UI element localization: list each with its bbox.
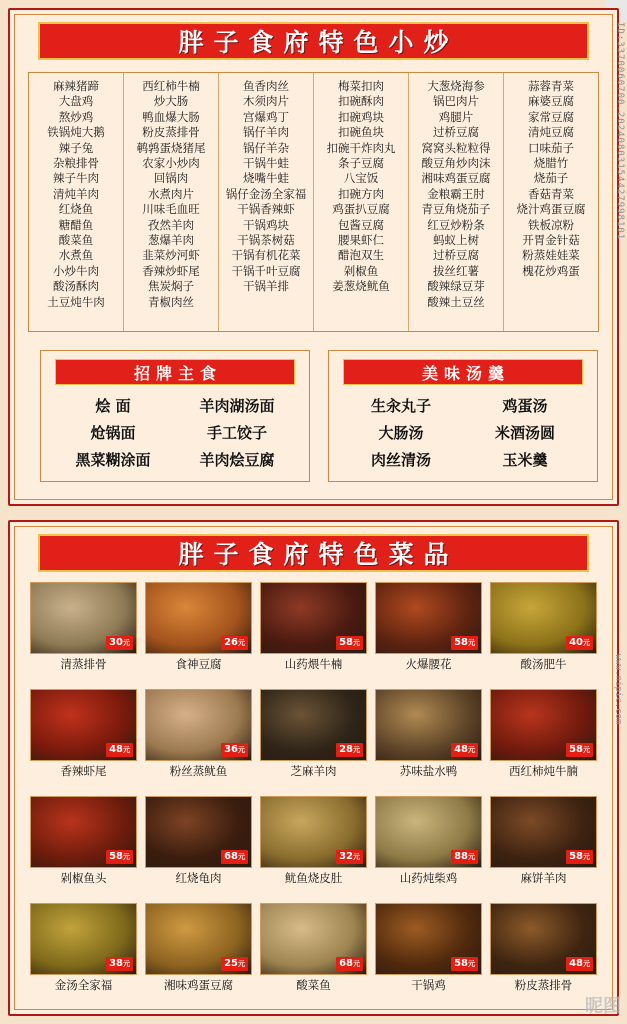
dish-name: 香辣炒虾尾 <box>142 263 200 278</box>
dish-name: 酸豆角炒肉沫 <box>421 156 491 171</box>
dish-photo <box>490 796 597 868</box>
soup-box <box>328 350 598 482</box>
dish-name: 木须肉片 <box>243 94 289 109</box>
soup-item: 大肠汤 <box>378 424 424 442</box>
dish-caption: 湘味鸡蛋豆腐 <box>164 978 233 992</box>
dish-card <box>143 901 254 1004</box>
dish-name: 粉蒸娃娃菜 <box>522 248 580 263</box>
dish-name: 酸菜鱼 <box>58 233 94 248</box>
dish-card <box>373 901 484 1004</box>
dish-photo <box>145 582 252 654</box>
dish-price: 58元 <box>566 850 593 864</box>
dish-name: 八宝饭 <box>343 171 379 186</box>
dish-photo <box>145 903 252 975</box>
watermark-id: ID:3370060700.20240803154427998101 <box>615 22 625 241</box>
dish-name: 干锅千叶豆腐 <box>231 263 301 278</box>
dish-photo <box>375 903 482 975</box>
dish-price: 40元 <box>566 636 593 650</box>
dish-photo <box>30 582 137 654</box>
dish-name: 葱爆羊肉 <box>148 233 194 248</box>
dish-card <box>143 580 254 683</box>
dish-card <box>488 580 599 683</box>
dish-name: 鸡腿片 <box>438 109 474 124</box>
dish-name: 烧汁鸡蛋豆腐 <box>516 202 586 217</box>
dish-name: 川味毛血旺 <box>142 202 200 217</box>
dish-caption: 西红柿炖牛腩 <box>509 764 578 778</box>
soup-item: 米酒汤圆 <box>494 424 555 442</box>
top-banner-title: 胖子食府特色小炒 <box>178 28 459 57</box>
dish-name: 酸辣土豆丝 <box>427 294 485 309</box>
staple-food-box <box>40 350 310 482</box>
dish-card <box>28 580 139 683</box>
dish-card <box>488 794 599 897</box>
soup-title: 美味汤羹 <box>421 363 510 383</box>
dish-caption: 金汤全家福 <box>54 978 113 992</box>
specialty-stirfry-panel <box>8 8 619 506</box>
dish-price: 26元 <box>221 636 248 650</box>
dish-name: 大葱烧海参 <box>427 79 485 93</box>
soup-items <box>339 393 587 475</box>
dish-name: 水煮鱼 <box>58 248 94 263</box>
dish-name: 宫爆鸡丁 <box>243 109 289 124</box>
dish-photo <box>30 689 137 761</box>
dish-name: 姜葱烧鱿鱼 <box>332 279 390 294</box>
dish-price: 48元 <box>451 743 478 757</box>
dish-photo <box>375 689 482 761</box>
dish-caption: 干锅鸡 <box>411 978 446 992</box>
top-banner <box>38 22 589 60</box>
dish-name: 酸汤酥肉 <box>53 279 99 294</box>
dish-card <box>143 687 254 790</box>
dish-caption: 粉丝蒸鱿鱼 <box>169 764 228 778</box>
dish-name: 杂粮排骨 <box>53 156 99 171</box>
dish-name: 开胃金针菇 <box>522 233 580 248</box>
dish-name: 鱼香肉丝 <box>243 79 289 93</box>
dish-card <box>258 794 369 897</box>
dish-name: 青椒肉丝 <box>148 294 194 309</box>
dish-name: 锅巴肉片 <box>433 94 479 109</box>
dish-name: 窝窝头粒粒得 <box>421 140 491 155</box>
dish-caption: 芝麻羊肉 <box>290 764 337 778</box>
dish-name: 锅仔羊肉 <box>243 125 289 140</box>
dish-card <box>488 901 599 1004</box>
dish-price: 28元 <box>336 743 363 757</box>
dish-name: 回锅肉 <box>153 171 189 186</box>
dish-name: 金粮霸王肘 <box>427 186 485 201</box>
dish-caption: 粉皮蒸排骨 <box>514 978 573 992</box>
dish-name: 剁椒鱼 <box>343 263 379 278</box>
dish-caption: 食神豆腐 <box>175 657 222 671</box>
dish-name: 麻辣猪蹄 <box>53 79 99 93</box>
dish-column <box>29 73 124 331</box>
dish-name: 扣碗方肉 <box>338 186 384 201</box>
dish-card <box>373 580 484 683</box>
dish-name: 焦炭焖子 <box>148 279 194 294</box>
dish-price: 48元 <box>566 957 593 971</box>
dish-name: 小炒牛肉 <box>53 263 99 278</box>
dish-price: 38元 <box>106 957 133 971</box>
dish-name: 西红柿牛楠 <box>142 79 200 93</box>
dish-name: 麻婆豆腐 <box>528 94 574 109</box>
dish-name: 烧茄子 <box>533 171 569 186</box>
dish-column <box>504 73 598 331</box>
dish-name: 锅仔金汤全家福 <box>225 186 307 201</box>
dish-caption: 酸汤肥牛 <box>520 657 567 671</box>
specialty-dishes-panel <box>8 520 619 1016</box>
staple-item: 羊肉烩豆腐 <box>199 451 275 469</box>
dish-caption: 鱿鱼烧皮肚 <box>284 871 343 885</box>
staple-food-items <box>51 393 299 475</box>
dish-column <box>124 73 219 331</box>
dish-price: 25元 <box>221 957 248 971</box>
dish-card <box>373 687 484 790</box>
dish-name: 梅菜扣肉 <box>338 79 384 93</box>
dish-name: 口味茄子 <box>528 140 574 155</box>
dish-card <box>28 901 139 1004</box>
dish-photo <box>30 796 137 868</box>
dish-name: 辣子牛肉 <box>53 171 99 186</box>
dish-photo <box>145 689 252 761</box>
dish-name: 湘味鸡蛋豆腐 <box>421 171 491 186</box>
dish-name: 红烧鱼 <box>58 202 94 217</box>
staple-food-banner <box>55 359 295 385</box>
dish-name: 鸭血爆大肠 <box>142 109 200 124</box>
dish-name: 铁板凉粉 <box>528 217 574 232</box>
dish-card <box>258 901 369 1004</box>
dish-card <box>258 580 369 683</box>
staple-item: 羊肉湖汤面 <box>199 397 275 415</box>
dish-photo <box>145 796 252 868</box>
dish-name: 扣碗鱼块 <box>338 125 384 140</box>
dish-caption: 香辣虾尾 <box>60 764 107 778</box>
dish-name: 扣碗酥肉 <box>338 94 384 109</box>
dish-price: 32元 <box>336 850 363 864</box>
dish-photo <box>260 689 367 761</box>
dish-name: 鸡蛋扒豆腐 <box>332 202 390 217</box>
bottom-banner <box>38 534 589 572</box>
dish-column <box>219 73 314 331</box>
dish-caption: 麻饼羊肉 <box>520 871 567 885</box>
dish-photo <box>260 796 367 868</box>
dish-name: 干锅羊排 <box>243 279 289 294</box>
dish-name: 酸辣绿豆芽 <box>427 279 485 294</box>
dish-price: 58元 <box>451 957 478 971</box>
dish-name: 扣碗干炸肉丸 <box>326 140 396 155</box>
dish-name: 腰果虾仁 <box>338 233 384 248</box>
dish-name: 青豆角烧茄子 <box>421 202 491 217</box>
dish-photo <box>375 582 482 654</box>
soup-item: 生汆丸子 <box>370 397 431 415</box>
soup-item: 肉丝清汤 <box>370 451 431 469</box>
dish-name: 醋泡双生 <box>338 248 384 263</box>
dish-caption: 山药炖柴鸡 <box>399 871 458 885</box>
dish-caption: 剁椒鱼头 <box>60 871 107 885</box>
dish-name: 锅仔羊杂 <box>243 140 289 155</box>
dish-name: 干锅茶树菇 <box>237 233 295 248</box>
dish-name: 条子豆腐 <box>338 156 384 171</box>
dish-name: 粉皮蒸排骨 <box>142 125 200 140</box>
dish-price: 48元 <box>106 743 133 757</box>
dish-name: 蒜蓉青菜 <box>528 79 574 93</box>
dish-photo <box>375 796 482 868</box>
dish-column <box>314 73 409 331</box>
dish-price: 30元 <box>106 636 133 650</box>
staple-item: 炝锅面 <box>90 424 136 442</box>
dish-price: 88元 <box>451 850 478 864</box>
staple-item: 手工饺子 <box>206 424 267 442</box>
dish-name: 清炖豆腐 <box>528 125 574 140</box>
dish-price: 58元 <box>451 636 478 650</box>
dish-name: 韭菜炒河虾 <box>142 248 200 263</box>
dish-photo <box>30 903 137 975</box>
dish-photo <box>490 903 597 975</box>
dish-name: 家常豆腐 <box>528 109 574 124</box>
dish-name: 鹌鹑蛋烧猪尾 <box>136 140 206 155</box>
dish-caption: 火爆腰花 <box>405 657 452 671</box>
dish-name: 干锅鸡块 <box>243 217 289 232</box>
dish-name: 清炖羊肉 <box>53 186 99 201</box>
dish-name: 包酱豆腐 <box>338 217 384 232</box>
dish-card <box>143 794 254 897</box>
dish-name: 辣子兔 <box>58 140 94 155</box>
dish-columns <box>28 72 599 332</box>
dish-price: 58元 <box>106 850 133 864</box>
watermark-logo: 昵图 <box>585 996 621 1017</box>
dish-price: 36元 <box>221 743 248 757</box>
dish-card <box>28 794 139 897</box>
dish-price: 58元 <box>336 636 363 650</box>
dish-name: 孜然羊肉 <box>148 217 194 232</box>
dish-caption: 苏味盐水鸭 <box>399 764 458 778</box>
dish-photo <box>260 903 367 975</box>
soup-item: 鸡蛋汤 <box>502 397 548 415</box>
dish-name: 蚂蚁上树 <box>433 233 479 248</box>
dish-name: 香菇青菜 <box>528 186 574 201</box>
dish-name: 过桥豆腐 <box>433 248 479 263</box>
dish-card <box>488 687 599 790</box>
dish-name: 干锅牛蛙 <box>243 156 289 171</box>
dish-photo <box>490 582 597 654</box>
dish-name: 水煮肉片 <box>148 186 194 201</box>
dish-name: 干锅有机花菜 <box>231 248 301 263</box>
dish-name: 农家小炒肉 <box>142 156 200 171</box>
dish-name: 拔丝红薯 <box>433 263 479 278</box>
staple-item: 黑菜糊涂面 <box>75 451 151 469</box>
dish-photo <box>490 689 597 761</box>
dish-card <box>28 687 139 790</box>
dish-name: 槐花炒鸡蛋 <box>522 263 580 278</box>
dish-price: 68元 <box>221 850 248 864</box>
dish-photo-grid <box>28 580 599 1004</box>
soup-banner <box>343 359 583 385</box>
dish-name: 铁锅炖大鹅 <box>47 125 105 140</box>
dish-card <box>258 687 369 790</box>
soup-item: 玉米羹 <box>502 451 548 469</box>
dish-name: 熬炒鸡 <box>58 109 94 124</box>
dish-caption: 清蒸排骨 <box>60 657 107 671</box>
dish-name: 大盘鸡 <box>58 94 94 109</box>
dish-name: 干锅香辣虾 <box>237 202 295 217</box>
dish-name: 扣碗鸡块 <box>338 109 384 124</box>
dish-photo <box>260 582 367 654</box>
dish-price: 58元 <box>566 743 593 757</box>
dish-name: 土豆炖牛肉 <box>47 294 105 309</box>
dish-price: 68元 <box>336 957 363 971</box>
dish-name: 烧嘴牛蛙 <box>243 171 289 186</box>
dish-name: 烧腊竹 <box>533 156 569 171</box>
dish-name: 糖醋鱼 <box>58 217 94 232</box>
staple-item: 烩 面 <box>95 397 131 415</box>
dish-card <box>373 794 484 897</box>
dish-name: 炒大肠 <box>153 94 189 109</box>
staple-food-title: 招牌主食 <box>133 363 222 383</box>
dish-caption: 酸菜鱼 <box>296 978 331 992</box>
bottom-banner-title: 胖子食府特色菜品 <box>178 540 459 569</box>
dish-name: 红豆炒粉条 <box>427 217 485 232</box>
watermark-site: www.nipic.com <box>613 653 623 724</box>
dish-column <box>409 73 504 331</box>
dish-caption: 山药煨牛楠 <box>284 657 343 671</box>
dish-name: 过桥豆腐 <box>433 125 479 140</box>
dish-caption: 红烧龟肉 <box>175 871 222 885</box>
